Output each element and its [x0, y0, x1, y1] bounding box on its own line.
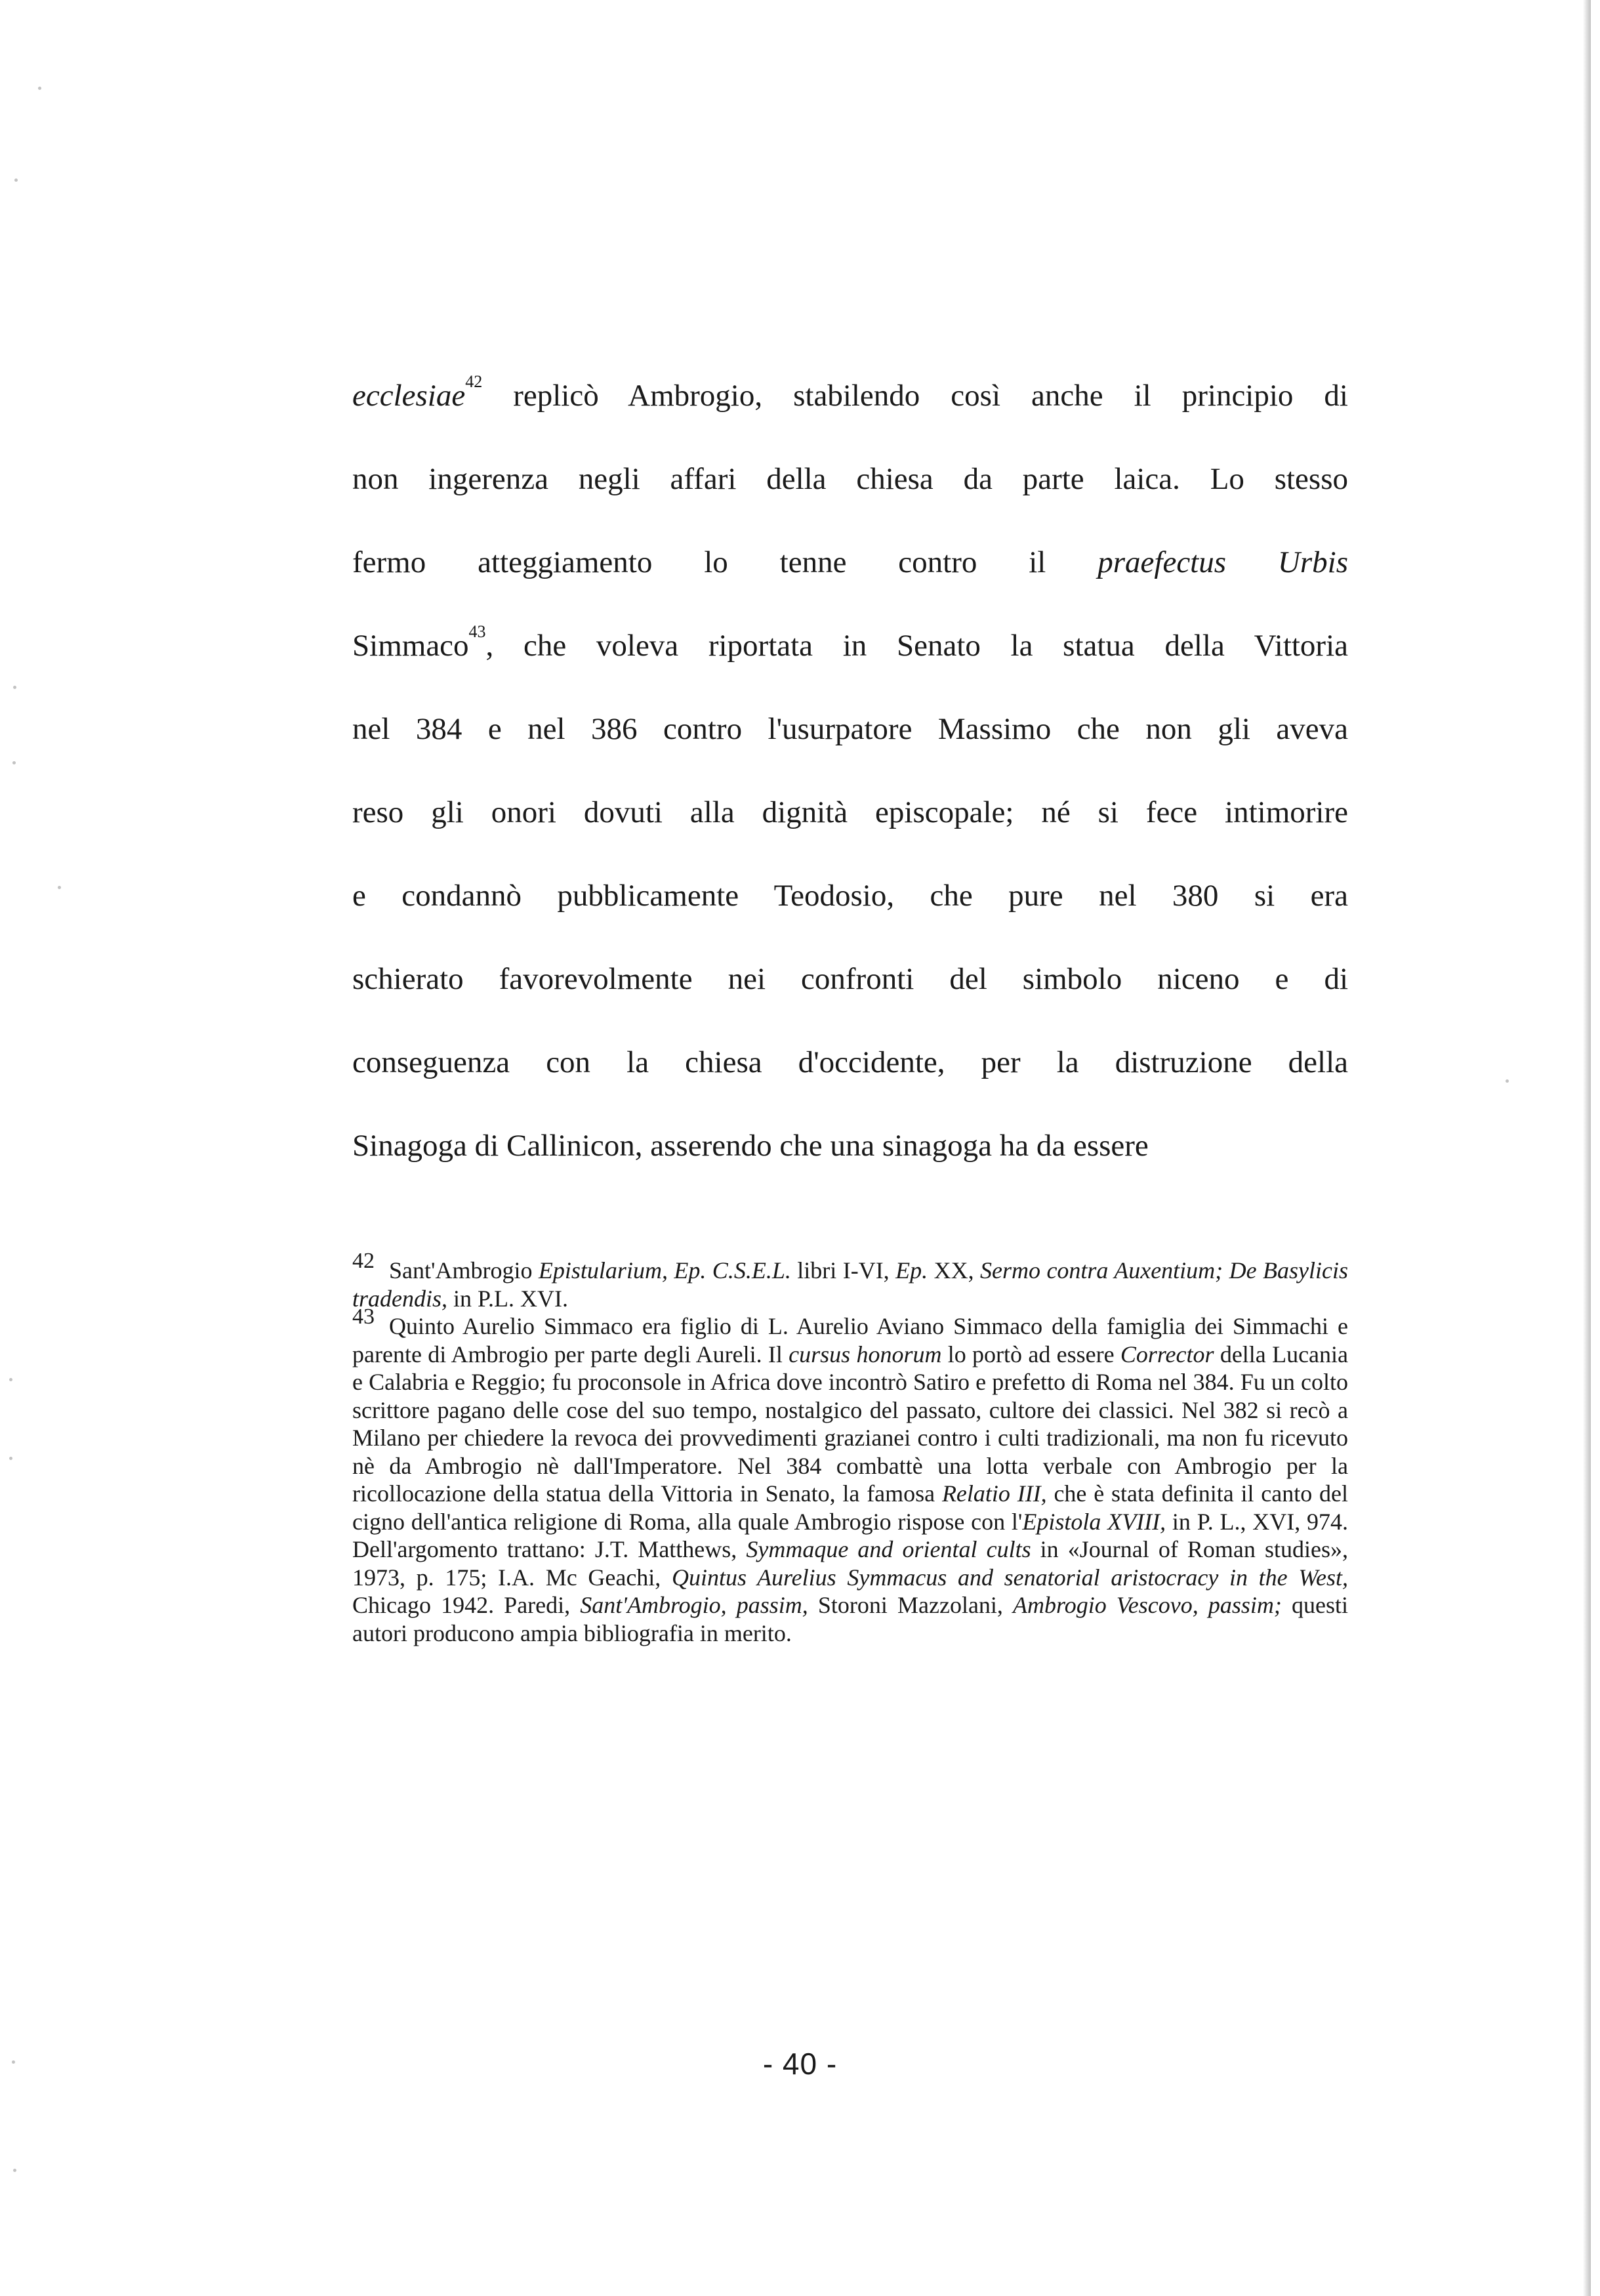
text-line: reso gli onori dovuti alla dignità episcopale; né si fece intimorire [352, 795, 1348, 829]
page-number: - 40 - [762, 2047, 838, 2081]
footnote-42: 42 Sant'Ambrogio Epistularium, Ep. C.S.E.L. libri I-VI, Ep. XX, Sermo contra Auxentium; De Basylicis tradendis, in P.L. XVI. [352, 1249, 1348, 1312]
scan-speck [12, 761, 16, 764]
page-edge-shadow [1583, 0, 1591, 2296]
text-line: Simmaco$^{43}$, che voleva riportata in Senato la statua della Vittoria [352, 622, 1348, 663]
footnote-43: 43 Quinto Aurelio Simmaco era figlio di L. Aurelio Aviano Simmaco della famiglia dei Simmachi e parente di Ambrogio per parte degli Aureli. Il cursus honorum lo portò ad essere Corrector della Lucania e Calabria e Reggio; fu proconsole in Africa dove incontrò Satiro e prefetto di Roma nel 384. Fu un colto scrittore pagano delle cose del suo tempo, nostalgico del passato, cultore dei classici. Nel 382 si recò a Milano per chiedere la revoca dei provvedimenti grazianei contro i culti tradizionali, ma non fu ricevuto nè da Ambrogio nè dall'Imperatore. Nel 384 combattè una lotta verbale con Ambrogio per la ricollocazione della statua della Vittoria in Senato, la famosa Relatio III, che è stata definita il canto del cigno dell'antica religione di Roma, alla quale Ambrogio rispose con l'Epistola XVIII, in P. L., XVI, 974. Dell'argomento trattano: J.T. Matthews, Symmaque and oriental cults in «Journal of Roman studies», 1973, p. 175; I.A. Mc Geachi, Quintus Aurelius Symmacus and senatorial aristocracy in the West, Chicago 1942. Paredi, Sant'Ambrogio, passim, Storoni Mazzolani, Ambrogio Vescovo, passim; questi autori producono ampia bibliografia in merito. [352, 1305, 1349, 1646]
scan-speck [9, 1457, 12, 1460]
text-line: nel 384 e nel 386 contro l'usurpatore Massimo che non gli aveva [352, 712, 1348, 746]
scan-speck [14, 178, 18, 182]
footnote-number: 42 [352, 1249, 375, 1273]
text-line: non ingerenza negli affari della chiesa da parte laica. Lo stesso [352, 462, 1348, 496]
text-line: schierato favorevolmente nei confronti del simbolo niceno e di [352, 962, 1348, 996]
text-line: e condannò pubblicamente Teodosio, che pure nel 380 si era [352, 879, 1348, 913]
text-line: ecclesiae$^{42}$ replicò Ambrogio, stabilendo così anche il principio di [352, 372, 1348, 413]
footnote-number: 43 [352, 1305, 375, 1329]
scan-speck [58, 886, 61, 889]
scan-speck [38, 87, 41, 90]
footnote-ref: 42 [465, 372, 483, 391]
scan-speck [9, 1378, 12, 1381]
scan-speck [1506, 1079, 1509, 1083]
scan-speck [13, 686, 16, 689]
text-line: conseguenza con la chiesa d'occidente, per la distruzione della [352, 1045, 1348, 1079]
scan-speck [13, 2169, 16, 2172]
footnote-ref: 43 [468, 622, 486, 641]
text-line: Sinagoga di Callinicon, asserendo che una sinagoga ha da essere [352, 1129, 1149, 1163]
footnotes [352, 1249, 1349, 1647]
main-text [352, 354, 1348, 1188]
text-line: fermo atteggiamento lo tenne contro il praefectus Urbis [352, 545, 1348, 579]
